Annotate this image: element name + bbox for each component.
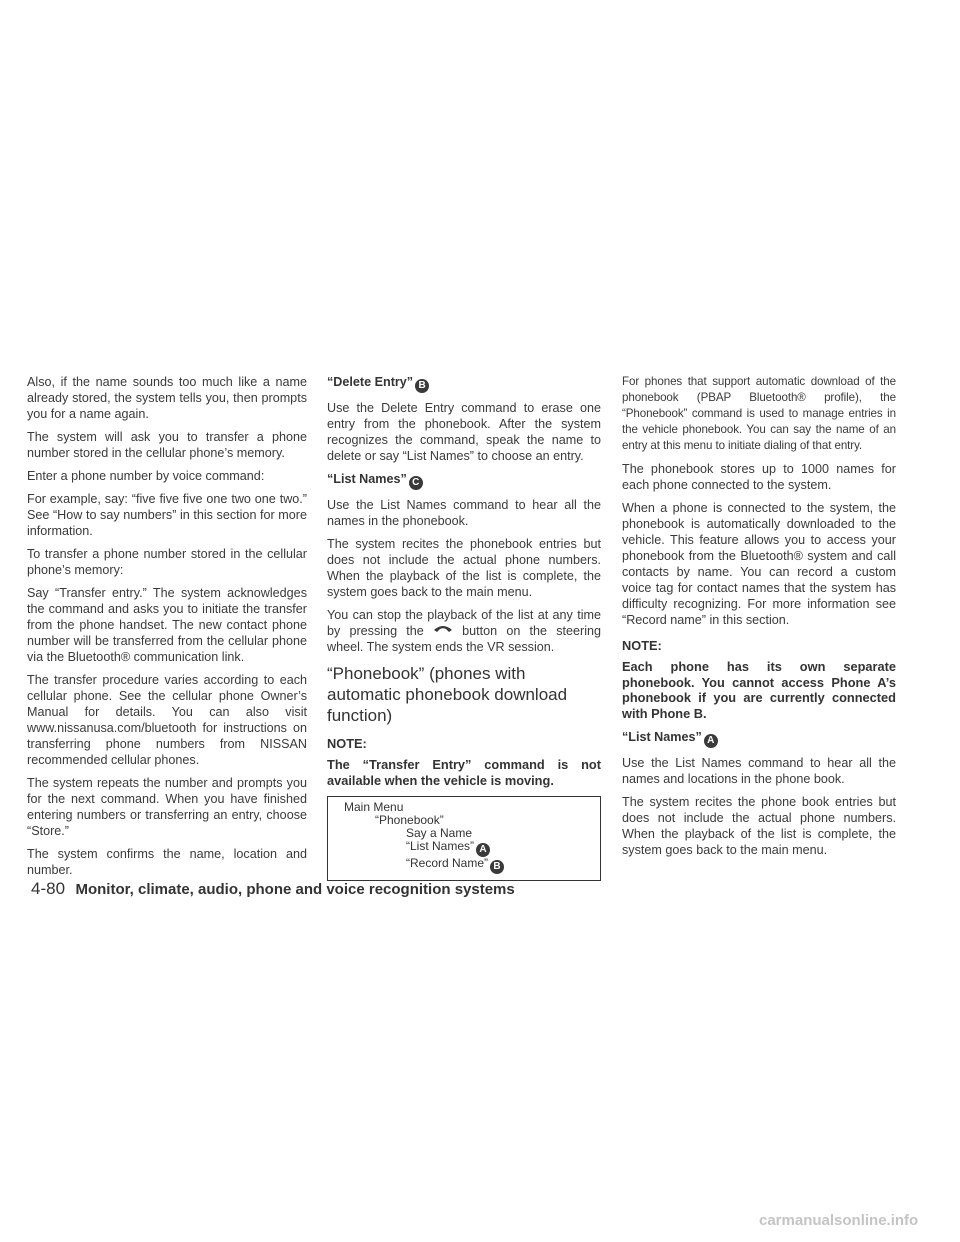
paragraph: The system confirms the name, location and number. [27,847,307,877]
paragraph: Enter a phone number by voice command: [27,469,265,483]
phone-hang-up-icon [433,623,453,633]
menu-item-main: Main Menu [344,800,404,814]
heading-text: “List Names” [622,730,702,744]
paragraph: The system will ask you to transfer a phone number stored in the cellular phone’s memory. [27,430,307,460]
marker-a-icon: A [704,734,718,748]
menu-item-label: “List Names” [406,839,475,853]
note-text: The “Transfer Entry” command is not available when the vehicle is moving. [327,757,601,788]
column-right [622,374,896,865]
list-names-heading [327,471,601,490]
note-text: Each phone has its own separate phonebook. You cannot access Phone A’s phonebook if you are currently connected with Phone B. [622,659,896,721]
heading-text: “List Names” [327,472,407,486]
menu-item-label: “Record Name” [406,856,489,870]
section-heading: “Phonebook” (phones with automatic phonebook download function) [327,664,568,725]
paragraph: The phonebook stores up to 1000 names for each phone connected to the system. [622,462,896,492]
paragraph: Also, if the name sounds too much like a name already stored, the system tells you, then prompts you for a name again. [27,375,307,421]
page-number: 4-80 [31,879,66,898]
text-run: You can stop the playback of the list at any time by pressing the [327,608,601,638]
menu-item-phonebook: “Phonebook” [375,813,444,827]
paragraph [327,607,601,655]
paragraph: The transfer procedure varies according to each cellular phone. See the cellular phone Owner’s Manual for details. You can also visit www.nissanusa.com/bluetooth for instructions on transferring phone numbers from NISSAN recommended cellular phones. [27,673,307,767]
note-label: NOTE: [622,638,662,653]
heading-text: “Delete Entry” [327,375,414,389]
note-label: NOTE: [327,736,367,751]
paragraph: Use the List Names command to hear all the names and locations in the phone book. [622,756,896,786]
text-run: button on the steering wheel. The system ends the VR session. [327,624,601,654]
list-names-heading [622,729,896,748]
paragraph: Use the List Names command to hear all the names in the phonebook. [327,498,601,528]
paragraph: Use the Delete Entry command to erase one entry from the phonebook. After the system recognizes the command, speak the name to delete or say “List Names” to choose an entry. [327,401,601,463]
menu-tree-box [327,796,601,881]
column-left [27,374,307,885]
marker-c-icon: C [409,476,423,490]
paragraph: The system recites the phone book entries but does not include the actual phone numbers. When the playback of the list is complete, the system goes back to the main menu. [622,795,896,857]
menu-item-say-a-name: Say a Name [406,826,473,840]
page-footer [31,879,515,899]
delete-entry-heading [327,374,601,393]
paragraph: For phones that support automatic download of the phonebook (PBAP Bluetooth® profile), the “Phonebook” command is used to manage entries in the vehicle phonebook. You can say the name of an entry at this menu to initiate dialing of that entry. [622,375,896,452]
paragraph: For example, say: “five five five one two one two.” See “How to say numbers” in this section for more information. [27,492,307,538]
column-middle [327,374,601,881]
paragraph: The system repeats the number and prompts you for the next command. When you have finished entering numbers or transferring an entry, choose “Store.” [27,776,307,838]
watermark: carmanualsonline.info [759,1212,919,1229]
paragraph: The system recites the phonebook entries but does not include the actual phone numbers. When the playback of the list is complete, the system goes back to the main menu. [327,537,601,599]
marker-b-icon: B [490,860,504,874]
paragraph: To transfer a phone number stored in the cellular phone’s memory: [27,547,307,577]
paragraph: When a phone is connected to the system, the phonebook is automatically downloaded to the vehicle. This feature allows you to access your phonebook from the Bluetooth® system and call contacts by name. You can record a custom voice tag for contact names that the system has difficulty recognizing. For more information see “Record name” in this section. [622,501,896,627]
marker-b-icon: B [415,379,429,393]
paragraph: Say “Transfer entry.” The system acknowledges the command and asks you to initiate the transfer from the phone handset. The new contact phone number will be transferred from the cellular phone via the Bluetooth® communication link. [27,586,307,664]
menu-item-list-names [344,840,592,857]
menu-item-record-name [344,857,592,874]
chapter-title: Monitor, climate, audio, phone and voice recognition systems [75,881,515,898]
marker-a-icon: A [476,843,490,857]
